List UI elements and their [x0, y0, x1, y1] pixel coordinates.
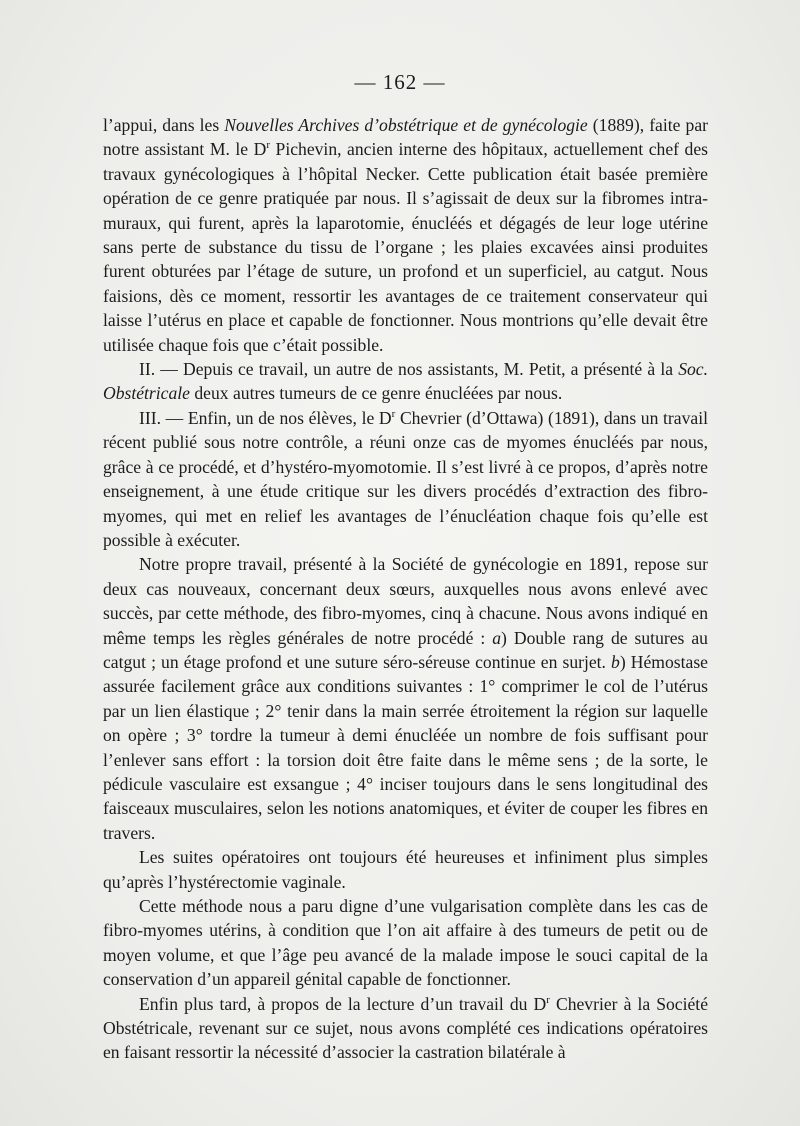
- paragraph-p5: [103, 845, 708, 894]
- paragraph-p4: [103, 552, 708, 845]
- text-run: III. — Enfin, un de nos élèves, le D: [139, 407, 392, 428]
- text-run: Chevrier à la Société Obstétricale, revenant sur ce sujet, nous avons complété ces indications opératoires en faisant ressortir la nécessité d’associer la castration bilatérale à: [103, 993, 709, 1063]
- paragraph-p3: [103, 406, 708, 552]
- text-run: Les suites opératoires ont toujours été heureuses et infiniment plus simples qu’après l’hystérectomie vaginale.: [103, 847, 708, 892]
- superscript: r: [391, 408, 396, 421]
- text-run: (1889), faite par notre assistant M. le D: [103, 115, 708, 160]
- italic-text: a: [492, 627, 502, 648]
- text-run: Chevrier (d’Ottawa) (1891), dans un travail récent publié sous notre contrôle, a réuni onze cas de myomes énucléés par nous, grâce à ce procédé, et d’hystéro-myomotomie. Il s’est livré à ce propos, d’après notre enseignement, à une étude critique sur les divers procédés d’extraction des fibro-myomes, qui met en relief les avantages de l’énucléation chaque fois qu’elle est possible à exécuter.: [103, 407, 708, 550]
- italic-text: Nouvelles Archives d’obstétrique et de gynécologie: [224, 115, 588, 135]
- text-run: Cette méthode nous a paru digne d’une vulgarisation complète dans les cas de fibro-myomes utérins, à condition que l’on ait affaire à des tumeurs de petit ou de moyen volume, et que l’âge peu avancé de la malade impose le souci capital de la conservation d’un appareil génital capable de fonctionner.: [103, 896, 708, 990]
- superscript: r: [546, 993, 550, 1006]
- italic-text: Soc. Obstétricale: [103, 359, 708, 404]
- italic-text: b: [611, 651, 620, 672]
- paragraph-p7: [103, 992, 708, 1065]
- text-run: II. — Depuis ce travail, un autre de nos assistants, M. Petit, a présenté à la: [139, 359, 679, 380]
- text-run: ) Double rang de sutures au catgut ; un étage profond et une suture séro-séreuse continue en surjet.: [103, 627, 708, 672]
- text-run: Pichevin, ancien interne des hôpitaux, actuellement chef des travaux gynécologiques à l’hôpital Necker. Cette publication était basée première opération de ce genre pratiquée par nous. Il s’agissait de deux sur la fibromes intra-muraux, qui furent, après la laparotomie, énucléés et dégagés de leur loge utérine sans perte de substance du tissu de l’organe ; les plaies excavées ainsi produites furent obturées par l’étage de suture, un profond et un superficiel, au catgut. Nous faisions, dès ce moment, ressortir les avantages de ce traitement conservateur qui laisse l’utérus en place et capable de fonctionner. Nous montrions qu’elle devait être utilisée chaque fois que c’était possible.: [103, 139, 709, 355]
- paragraph-p2: [103, 357, 708, 406]
- body-text: [103, 113, 708, 1065]
- paragraph-p6: [103, 894, 708, 992]
- text-run: l’appui, dans les: [103, 115, 225, 135]
- text-run: ) Hémostase assurée facilement grâce aux conditions suivantes : 1° comprimer le col de l’utérus par un lien élastique ; 2° tenir dans la main serrée étroitement la région sur laquelle on opère ; 3° tordre la tumeur à demi énucléée un nombre de fois suffisant pour l’enlever sans effort : la torsion doit être faite dans le même sens ; de la sorte, le pédicule vasculaire est exsangue ; 4° inciser toujours dans le sens longitudinal des faisceaux musculaires, selon les notions anatomiques, et éviter de couper les fibres en travers.: [103, 651, 708, 843]
- text-run: deux autres tumeurs de ce genre énucléées par nous.: [189, 383, 563, 404]
- text-run: Enfin plus tard, à propos de la lecture d’un travail du D: [139, 993, 547, 1014]
- page-number: — 162 —: [354, 70, 446, 94]
- paragraph-p1: [103, 113, 708, 357]
- superscript: r: [266, 139, 271, 152]
- text-run: Notre propre travail, présenté à la Société de gynécologie en 1891, repose sur deux cas nouveaux, concernant deux sœurs, auxquelles nous avons enlevé avec succès, par cette méthode, des fibro-myomes, cinq à chacune. Nous avons indiqué en même temps les règles générales de notre procédé :: [103, 554, 708, 648]
